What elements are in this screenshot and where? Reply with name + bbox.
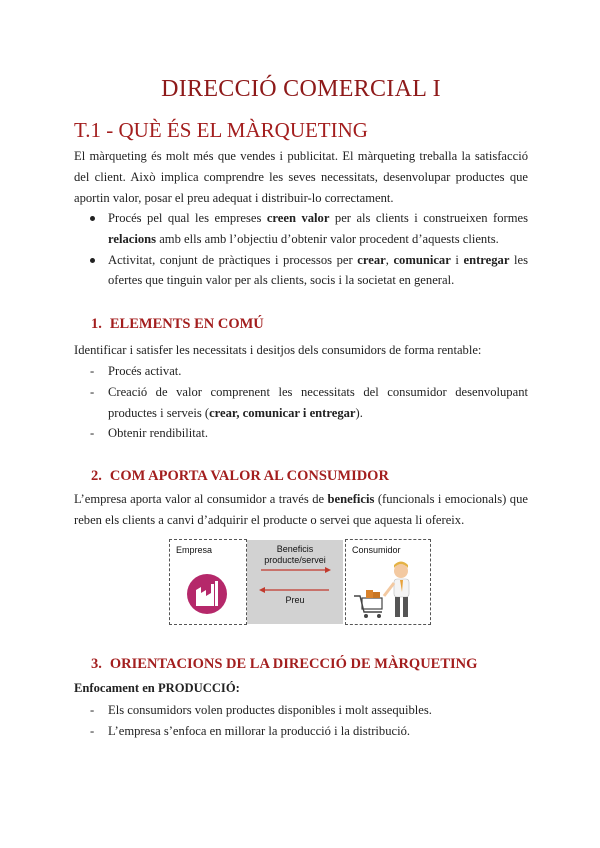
list-item: - Procés activat. (90, 364, 182, 378)
topic-heading: T.1 - QUÈ ÉS EL MÀRQUETING (74, 118, 368, 142)
company-label: Empresa (176, 545, 213, 555)
bullet-icon (90, 258, 95, 263)
list-item: - L’empresa s’enfoca en millorar la producció i la distribució. (90, 723, 411, 738)
definition-list (74, 208, 528, 291)
benefits-label: Beneficis (276, 544, 314, 554)
value-diagram (169, 539, 431, 625)
list-item: - Els consumidors volen productes disponibles i molt assequibles. (90, 703, 432, 717)
section-1-heading: 1. ELEMENTS EN COMÚ (91, 316, 264, 332)
consumer-label: Consumidor (352, 545, 401, 555)
section-1-lead: Identificar i satisfer les necessitats i desitjos dels consumidors de forma rentable: (74, 343, 482, 357)
section-1-list (74, 361, 528, 444)
section-2-heading: 2. COM APORTA VALOR AL CONSUMIDOR (91, 468, 389, 484)
list-item: Procés pel qual les empreses creen valor per als clients i construeixen formes relacions amb ells amb l’objectiu d’obtenir valor procedent d’aquests clients. (74, 208, 528, 250)
section-2-paragraph: L’empresa aporta valor al consumidor a través de beneficis (funcionals i emocionals) que reben els clients a canvi d’adquirir el producte o servei que aquesta li ofereix. (74, 492, 528, 527)
section-3-list (74, 700, 528, 742)
section-3-heading: 3. ORIENTACIONS DE LA DIRECCIÓ DE MÀRQUETING (91, 656, 478, 672)
section-3-subheading: Enfocament en PRODUCCIÓ: (74, 681, 240, 695)
intro-paragraph: El màrqueting és molt més que vendes i publicitat. El màrqueting treballa la satisfacció del client. Això implica comprendre les seves necessitats, desenvolupar productes que aportin valor, posar el preu adequat i distribuir-lo correctament. (74, 149, 528, 205)
list-item: - Obtenir rendibilitat. (90, 426, 209, 441)
shopper-icon (346, 540, 430, 624)
bullet-icon (90, 216, 95, 221)
document-title: DIRECCIÓ COMERCIAL I (161, 76, 441, 102)
benefits-sublabel: producte/servei (264, 555, 326, 565)
consumer-box (345, 539, 431, 625)
price-label: Preu (285, 595, 305, 605)
exchange-box (247, 540, 343, 624)
company-box (169, 539, 247, 625)
list-item: Activitat, conjunt de pràctiques i processos per crear, comunicar i entregar les ofertes que tinguin valor per als clients, socis i la societat en general. (74, 250, 528, 292)
exchange-arrows-icon (247, 540, 343, 624)
factory-icon (170, 540, 246, 624)
list-item: - Creació de valor comprenent les necessitats del consumidor desenvolupant productes i serveis (crear, comunicar i entregar). (90, 384, 528, 420)
